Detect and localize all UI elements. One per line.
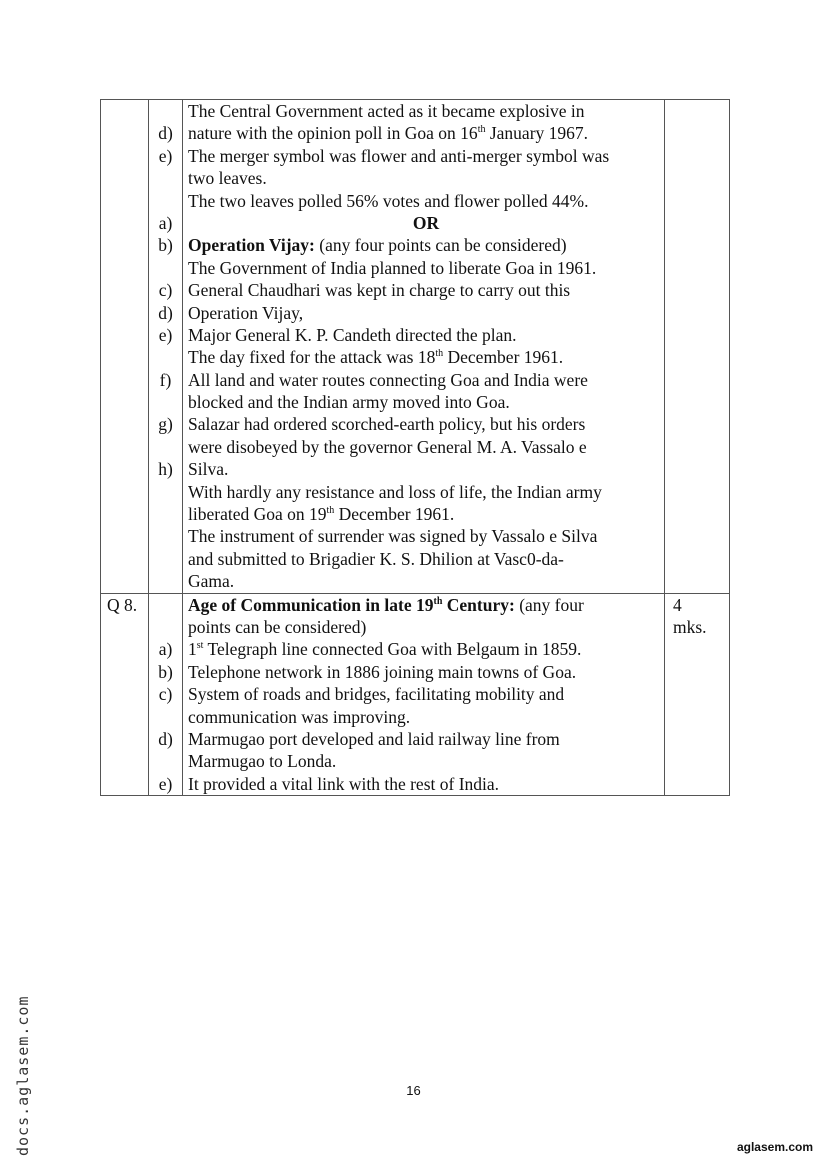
point-label <box>149 750 182 772</box>
answer-text: General Chaudhari was kept in charge to carry out this <box>188 280 571 301</box>
point-label: c) <box>158 684 173 705</box>
answer-text: The instrument of surrender was signed by Vassalo e Silva <box>188 526 598 547</box>
answer-text: The Central Government acted as it became explosive in <box>188 101 585 121</box>
bold-heading: Operation Vijay: <box>188 235 315 256</box>
superscript: th <box>435 348 444 360</box>
answer-text: (any four points can be considered) <box>314 235 567 256</box>
answer-text: Gama. <box>188 571 235 592</box>
point-label <box>149 167 182 189</box>
question-number-cell <box>101 593 149 796</box>
point-labels-cell <box>149 593 183 796</box>
point-label <box>149 594 182 616</box>
answer-text: The merger symbol was flower and anti-merger symbol was <box>188 145 610 166</box>
point-label <box>149 346 182 368</box>
point-label <box>149 706 182 728</box>
answer-line <box>183 594 664 616</box>
answer-text: and submitted to Brigadier K. S. Dhilion at Vasc0-da- <box>188 548 564 569</box>
answer-line <box>183 391 664 413</box>
or-separator: OR <box>412 212 440 233</box>
point-label: g) <box>158 414 173 435</box>
answer-text-cell <box>183 593 665 796</box>
answer-text: Marmugao port developed and laid railway line from <box>188 728 560 749</box>
answer-line <box>183 346 664 368</box>
answer-line <box>183 212 664 234</box>
answer-line <box>183 167 664 189</box>
bold-heading: Century: <box>442 594 515 615</box>
answer-line <box>183 436 664 458</box>
answer-text: Operation Vijay, <box>188 302 304 323</box>
corner-watermark: aglasem.com <box>736 1140 813 1154</box>
point-label: f) <box>159 369 172 390</box>
point-label <box>149 525 182 547</box>
answer-text: nature with the opinion poll in Goa on 16 <box>188 123 478 144</box>
point-labels-cell <box>149 100 183 594</box>
point-label <box>149 100 182 122</box>
answer-text: Silva. <box>188 459 229 480</box>
point-label: d) <box>158 123 173 144</box>
point-label <box>149 548 182 570</box>
answer-text-cell <box>183 100 665 594</box>
superscript: th <box>477 124 486 136</box>
answer-line <box>183 638 664 660</box>
point-label <box>149 391 182 413</box>
point-label: c) <box>158 280 173 301</box>
answer-line <box>183 413 664 435</box>
superscript: th <box>433 595 443 607</box>
answer-text: Marmugao to Londa. <box>188 751 337 772</box>
answer-line <box>183 302 664 324</box>
point-label: a) <box>158 212 173 233</box>
answer-text: December 1961. <box>334 504 455 525</box>
answer-line <box>183 122 664 144</box>
table-row <box>101 100 730 594</box>
point-label <box>149 436 182 458</box>
answer-text: blocked and the Indian army moved into Goa. <box>188 392 510 413</box>
answer-line <box>183 525 664 547</box>
answer-line <box>183 190 664 212</box>
answer-line <box>183 503 664 525</box>
answer-text: (any four <box>514 594 584 615</box>
answer-line <box>183 616 664 638</box>
answer-text: January 1967. <box>485 123 589 144</box>
answer-line <box>183 279 664 301</box>
answer-text: points can be considered) <box>188 616 367 637</box>
answer-line <box>183 100 664 122</box>
point-label: b) <box>158 235 173 256</box>
point-label: d) <box>158 728 173 749</box>
answer-text: Telephone network in 1886 joining main towns of Goa. <box>188 661 577 682</box>
question-number-cell <box>101 100 149 594</box>
answer-line <box>183 257 664 279</box>
point-label: e) <box>158 145 173 166</box>
marks-cell <box>665 100 730 594</box>
point-label <box>149 481 182 503</box>
superscript: st <box>196 640 204 652</box>
answer-text: All land and water routes connecting Goa and India were <box>188 369 588 390</box>
answer-line <box>183 548 664 570</box>
marks-text: 4 <box>673 594 682 615</box>
answer-text: The Government of India planned to liberate Goa in 1961. <box>188 257 597 278</box>
answer-line <box>183 728 664 750</box>
point-label <box>149 570 182 592</box>
bold-heading: Age of Communication in late 19 <box>188 594 434 615</box>
marks-cell <box>665 593 730 796</box>
point-label <box>149 190 182 212</box>
point-label: e) <box>158 324 173 345</box>
answer-line <box>183 750 664 772</box>
answer-line <box>183 324 664 346</box>
answer-text: liberated Goa on 19 <box>188 504 327 525</box>
point-label: b) <box>158 661 173 682</box>
point-label: e) <box>158 773 173 794</box>
answer-text: System of roads and bridges, facilitating mobility and <box>188 684 565 705</box>
point-label <box>149 257 182 279</box>
answer-text: Telegraph line connected Goa with Belgaum in 1859. <box>203 639 582 660</box>
superscript: th <box>326 505 335 517</box>
side-watermark: docs.aglasem.com <box>14 995 32 1156</box>
answer-line <box>183 458 664 480</box>
question-number: Q 8. <box>107 594 138 615</box>
answer-text: two leaves. <box>188 168 267 189</box>
point-label: d) <box>158 302 173 323</box>
answer-text: It provided a vital link with the rest of India. <box>188 773 500 794</box>
answer-text: The two leaves polled 56% votes and flower polled 44%. <box>188 190 589 211</box>
answer-line <box>183 481 664 503</box>
answer-line <box>183 234 664 256</box>
point-label: a) <box>158 639 173 660</box>
point-label: h) <box>158 459 173 480</box>
answer-text: communication was improving. <box>188 706 411 727</box>
answer-line <box>183 661 664 683</box>
answer-table <box>100 99 730 796</box>
point-label <box>149 503 182 525</box>
answer-text: December 1961. <box>443 347 564 368</box>
answer-line <box>183 369 664 391</box>
page-number: 16 <box>406 1083 421 1098</box>
answer-text: With hardly any resistance and loss of life, the Indian army <box>188 481 602 502</box>
answer-line <box>183 706 664 728</box>
answer-text: Salazar had ordered scorched-earth policy, but his orders <box>188 414 586 435</box>
answer-text: Major General K. P. Candeth directed the plan. <box>188 324 517 345</box>
answer-text: The day fixed for the attack was 18 <box>188 347 436 368</box>
answer-line <box>183 683 664 705</box>
answer-text: 1 <box>188 639 197 660</box>
question-number <box>101 100 148 122</box>
answer-line <box>183 145 664 167</box>
answer-line <box>183 773 664 795</box>
table-row <box>101 593 730 796</box>
marks-text: mks. <box>673 616 707 637</box>
point-label <box>149 616 182 638</box>
answer-line <box>183 570 664 592</box>
answer-text: were disobeyed by the governor General M. A. Vassalo e <box>188 436 587 457</box>
